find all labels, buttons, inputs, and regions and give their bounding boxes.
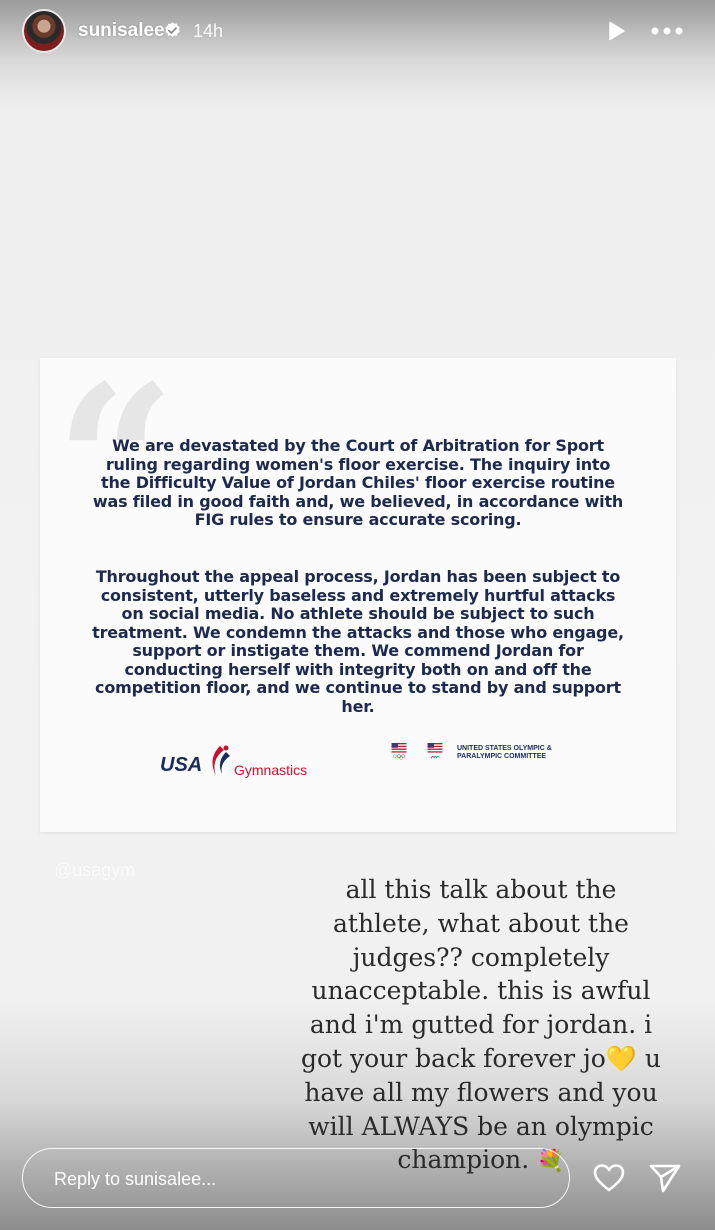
caption-line: unacceptable. this is awful [311,976,651,1006]
story-header [0,0,715,64]
statement-paragraph-2: Throughout the appeal process, Jordan has been subject to consistent, utterly baseless and extremely hurtful attacks on social media. No athlete should be subject to such treatment. We condemn the attacks and those who engage, support or instigate them. We commend Jordan for conducting herself with integrity both on and off the competition floor, and we continue to stand by and support her. [92,567,624,716]
caption-line: judges?? completely [352,942,610,972]
caption-line [296,1042,666,1076]
caption-line: athlete, what about the [333,908,629,938]
reply-box[interactable] [22,1148,570,1208]
caption-text: got your back forever jo [300,1043,606,1073]
yellow-heart-emoji: 💛 [605,1043,637,1073]
heart-icon[interactable] [592,1162,626,1194]
us-flag-olympic-icon [385,743,413,761]
usa-swoosh-icon [206,744,234,778]
caption-text: champion. [397,1145,538,1175]
send-icon[interactable] [648,1162,682,1194]
caption-line: all this talk about the [345,875,617,904]
usa-logo-text: USA [160,754,203,776]
post-time: 14h [193,21,224,41]
play-icon[interactable] [604,19,628,43]
more-dots-icon[interactable] [650,22,684,40]
us-flag-paralympic-icon [421,743,449,761]
caption-line: and i'm gutted for jordan. i [309,1010,653,1040]
usopc-logo [385,743,565,783]
story-caption [296,873,666,1179]
statement-card [40,339,676,832]
statement-paragraph-1: We are devastated by the Court of Arbitration for Sport ruling regarding women's floor exercise. The inquiry into the Difficulty Value of Jordan Chiles' floor exercise routine was filed in good faith and, we believed, in accordance with FIG rules to ensure accurate scoring. [92,436,624,529]
avatar[interactable] [22,9,66,53]
quote-mark-decoration: “ [55,339,176,586]
verified-badge-icon [163,21,182,40]
watermark-handle: @usagym [54,860,136,880]
reply-input[interactable] [52,1167,536,1191]
caption-line: will ALWAYS be an olympic [308,1111,654,1141]
bouquet-emoji: 💐 [537,1149,565,1175]
usa-gymnastics-logo [160,744,330,784]
gymnastics-logo-text: Gymnastics [234,762,308,778]
username[interactable]: sunisalee [78,20,165,41]
caption-text: u [636,1043,662,1073]
caption-line: have all my flowers and you [304,1077,658,1107]
usopc-logo-text: UNITED STATES OLYMPIC & PARALYMPIC COMMITTEE [457,745,552,760]
